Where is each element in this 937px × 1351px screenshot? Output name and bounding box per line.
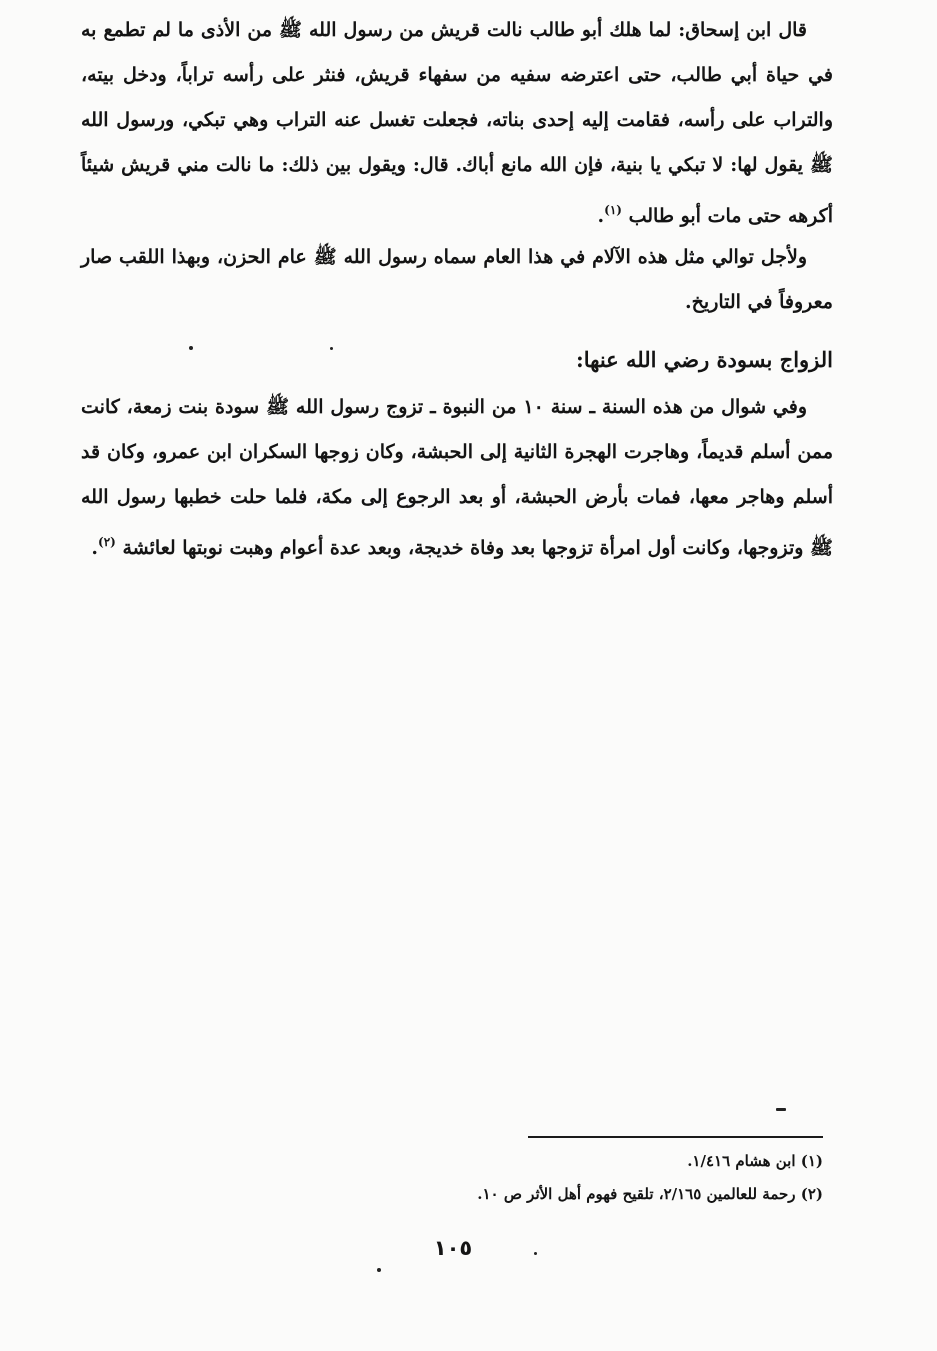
paragraph-text: قال ابن إسحاق: لما هلك أبو طالب نالت قريش من رسول الله ﷺ من الأذى ما لم تطمع به في حياة أبي طالب، حتى اعترضه سفيه من سفهاء قريش، فنثر على رأسه تراباً، ودخل بيته، والتراب على رأسه، فقامت إليه إحدى بناته، فجعلت تغسل عنه التراب وهي تبكي، ورسول الله ﷺ يقول لها: لا تبكي يا بنية، فإن الله مانع أباك. قال: ويقول بين ذلك: ما نالت مني قريش شيئاً أكرهه حتى مات أبو طالب — [81, 19, 833, 227]
sentence-end: . — [91, 537, 99, 559]
paragraph-abu-talib-death — [81, 8, 833, 239]
footnote-reference-1: (١) — [604, 203, 622, 217]
footnote-1: (١) ابن هشام ١/٤١٦. — [687, 1152, 823, 1170]
scan-speck — [776, 1108, 786, 1111]
sentence-end: . — [597, 205, 605, 227]
scan-speck — [377, 1268, 381, 1272]
paragraph-text: ولأجل توالي مثل هذه الآلام في هذا العام سماه رسول الله ﷺ عام الحزن، وبهذا اللقب صار معروفاً في التاريخ. — [81, 246, 833, 313]
page-number: ١٠٥ — [433, 1236, 473, 1260]
paragraph-marriage-sawda — [81, 385, 833, 571]
scan-speck — [189, 346, 193, 350]
scan-speck — [330, 347, 333, 350]
footnote-reference-2: (٢) — [98, 535, 116, 549]
footnotes — [123, 1145, 823, 1211]
paragraph-year-of-sorrow — [81, 235, 833, 325]
footnote-2: (٢) رحمة للعالمين ٢/١٦٥، تلقيح فهوم أهل الأثر ص ١٠. — [477, 1185, 823, 1203]
footnote-separator — [528, 1136, 823, 1138]
section-heading: الزواج بسودة رضي الله عنها: — [576, 347, 833, 372]
paragraph-text: وفي شوال من هذه السنة ـ سنة ١٠ من النبوة ـ تزوج رسول الله ﷺ سودة بنت زمعة، كانت ممن أسلم قديماً، وهاجرت الهجرة الثانية إلى الحبشة، وكان زوجها السكران ابن عمرو، وكان قد أسلم وهاجر معها، فمات بأرض الحبشة، أو بعد الرجوع إلى مكة، فلما حلت خطبها رسول الله ﷺ وتزوجها، وكانت أول امرأة تزوجها بعد وفاة خديجة، وبعد عدة أعوام وهبت نوبتها لعائشة — [81, 396, 833, 559]
scan-speck — [534, 1252, 537, 1255]
